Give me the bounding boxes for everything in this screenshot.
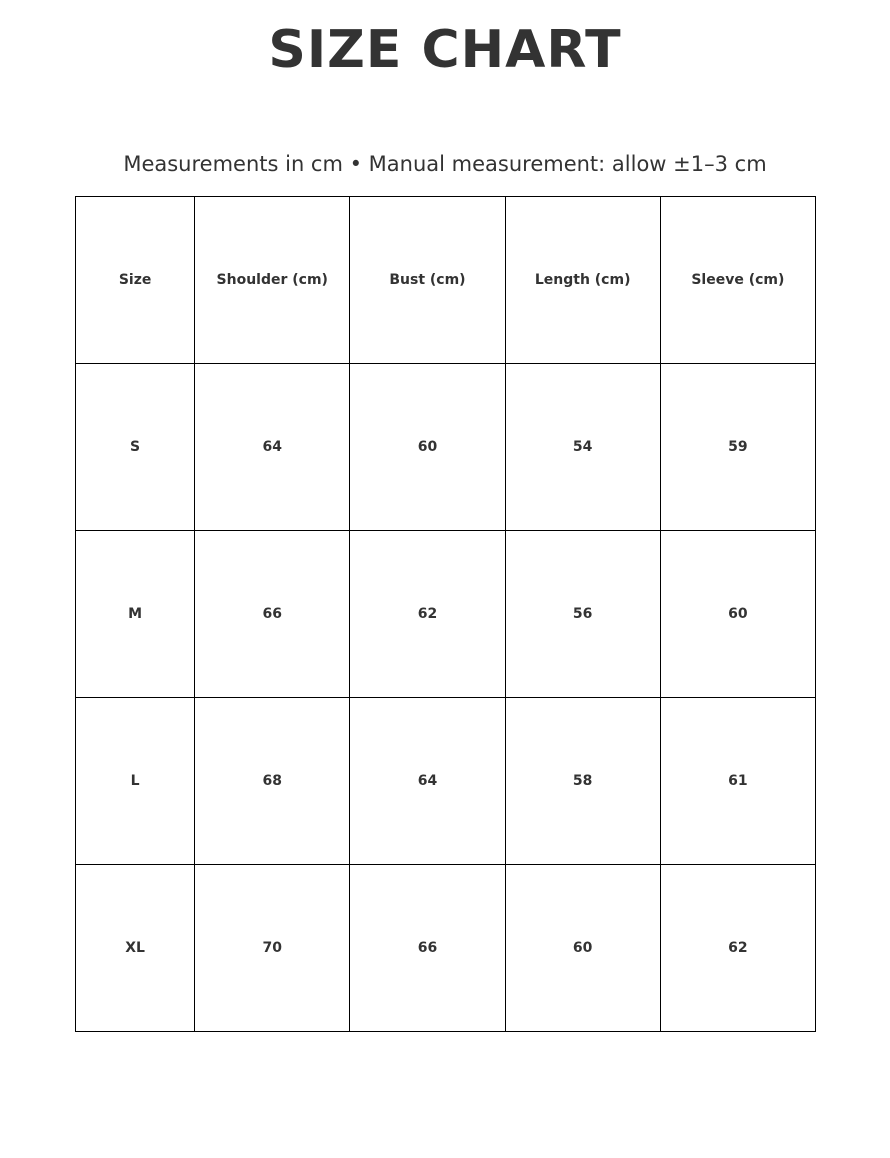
page-title: SIZE CHART <box>268 20 622 80</box>
cell-sleeve: 62 <box>660 865 815 1032</box>
cell-sleeve: 60 <box>660 531 815 698</box>
cell-shoulder: 66 <box>195 531 350 698</box>
cell-shoulder: 64 <box>195 364 350 531</box>
cell-bust: 60 <box>350 364 505 531</box>
table-row <box>76 865 816 1032</box>
cell-length: 54 <box>505 364 660 531</box>
cell-size: L <box>76 698 195 865</box>
table-header-row <box>76 197 816 364</box>
cell-bust: 66 <box>350 865 505 1032</box>
cell-length: 56 <box>505 531 660 698</box>
measurement-note: Measurements in cm • Manual measurement: allow ±1–3 cm <box>123 152 767 176</box>
cell-sleeve: 59 <box>660 364 815 531</box>
table-row <box>76 531 816 698</box>
cell-sleeve: 61 <box>660 698 815 865</box>
size-chart-table <box>75 196 816 1032</box>
cell-bust: 62 <box>350 531 505 698</box>
cell-bust: 64 <box>350 698 505 865</box>
header-shoulder: Shoulder (cm) <box>195 197 350 364</box>
header-length: Length (cm) <box>505 197 660 364</box>
cell-length: 58 <box>505 698 660 865</box>
header-sleeve: Sleeve (cm) <box>660 197 815 364</box>
header-bust: Bust (cm) <box>350 197 505 364</box>
cell-shoulder: 70 <box>195 865 350 1032</box>
cell-size: M <box>76 531 195 698</box>
table-row <box>76 698 816 865</box>
cell-size: S <box>76 364 195 531</box>
cell-length: 60 <box>505 865 660 1032</box>
cell-shoulder: 68 <box>195 698 350 865</box>
header-size: Size <box>76 197 195 364</box>
table-row <box>76 364 816 531</box>
cell-size: XL <box>76 865 195 1032</box>
